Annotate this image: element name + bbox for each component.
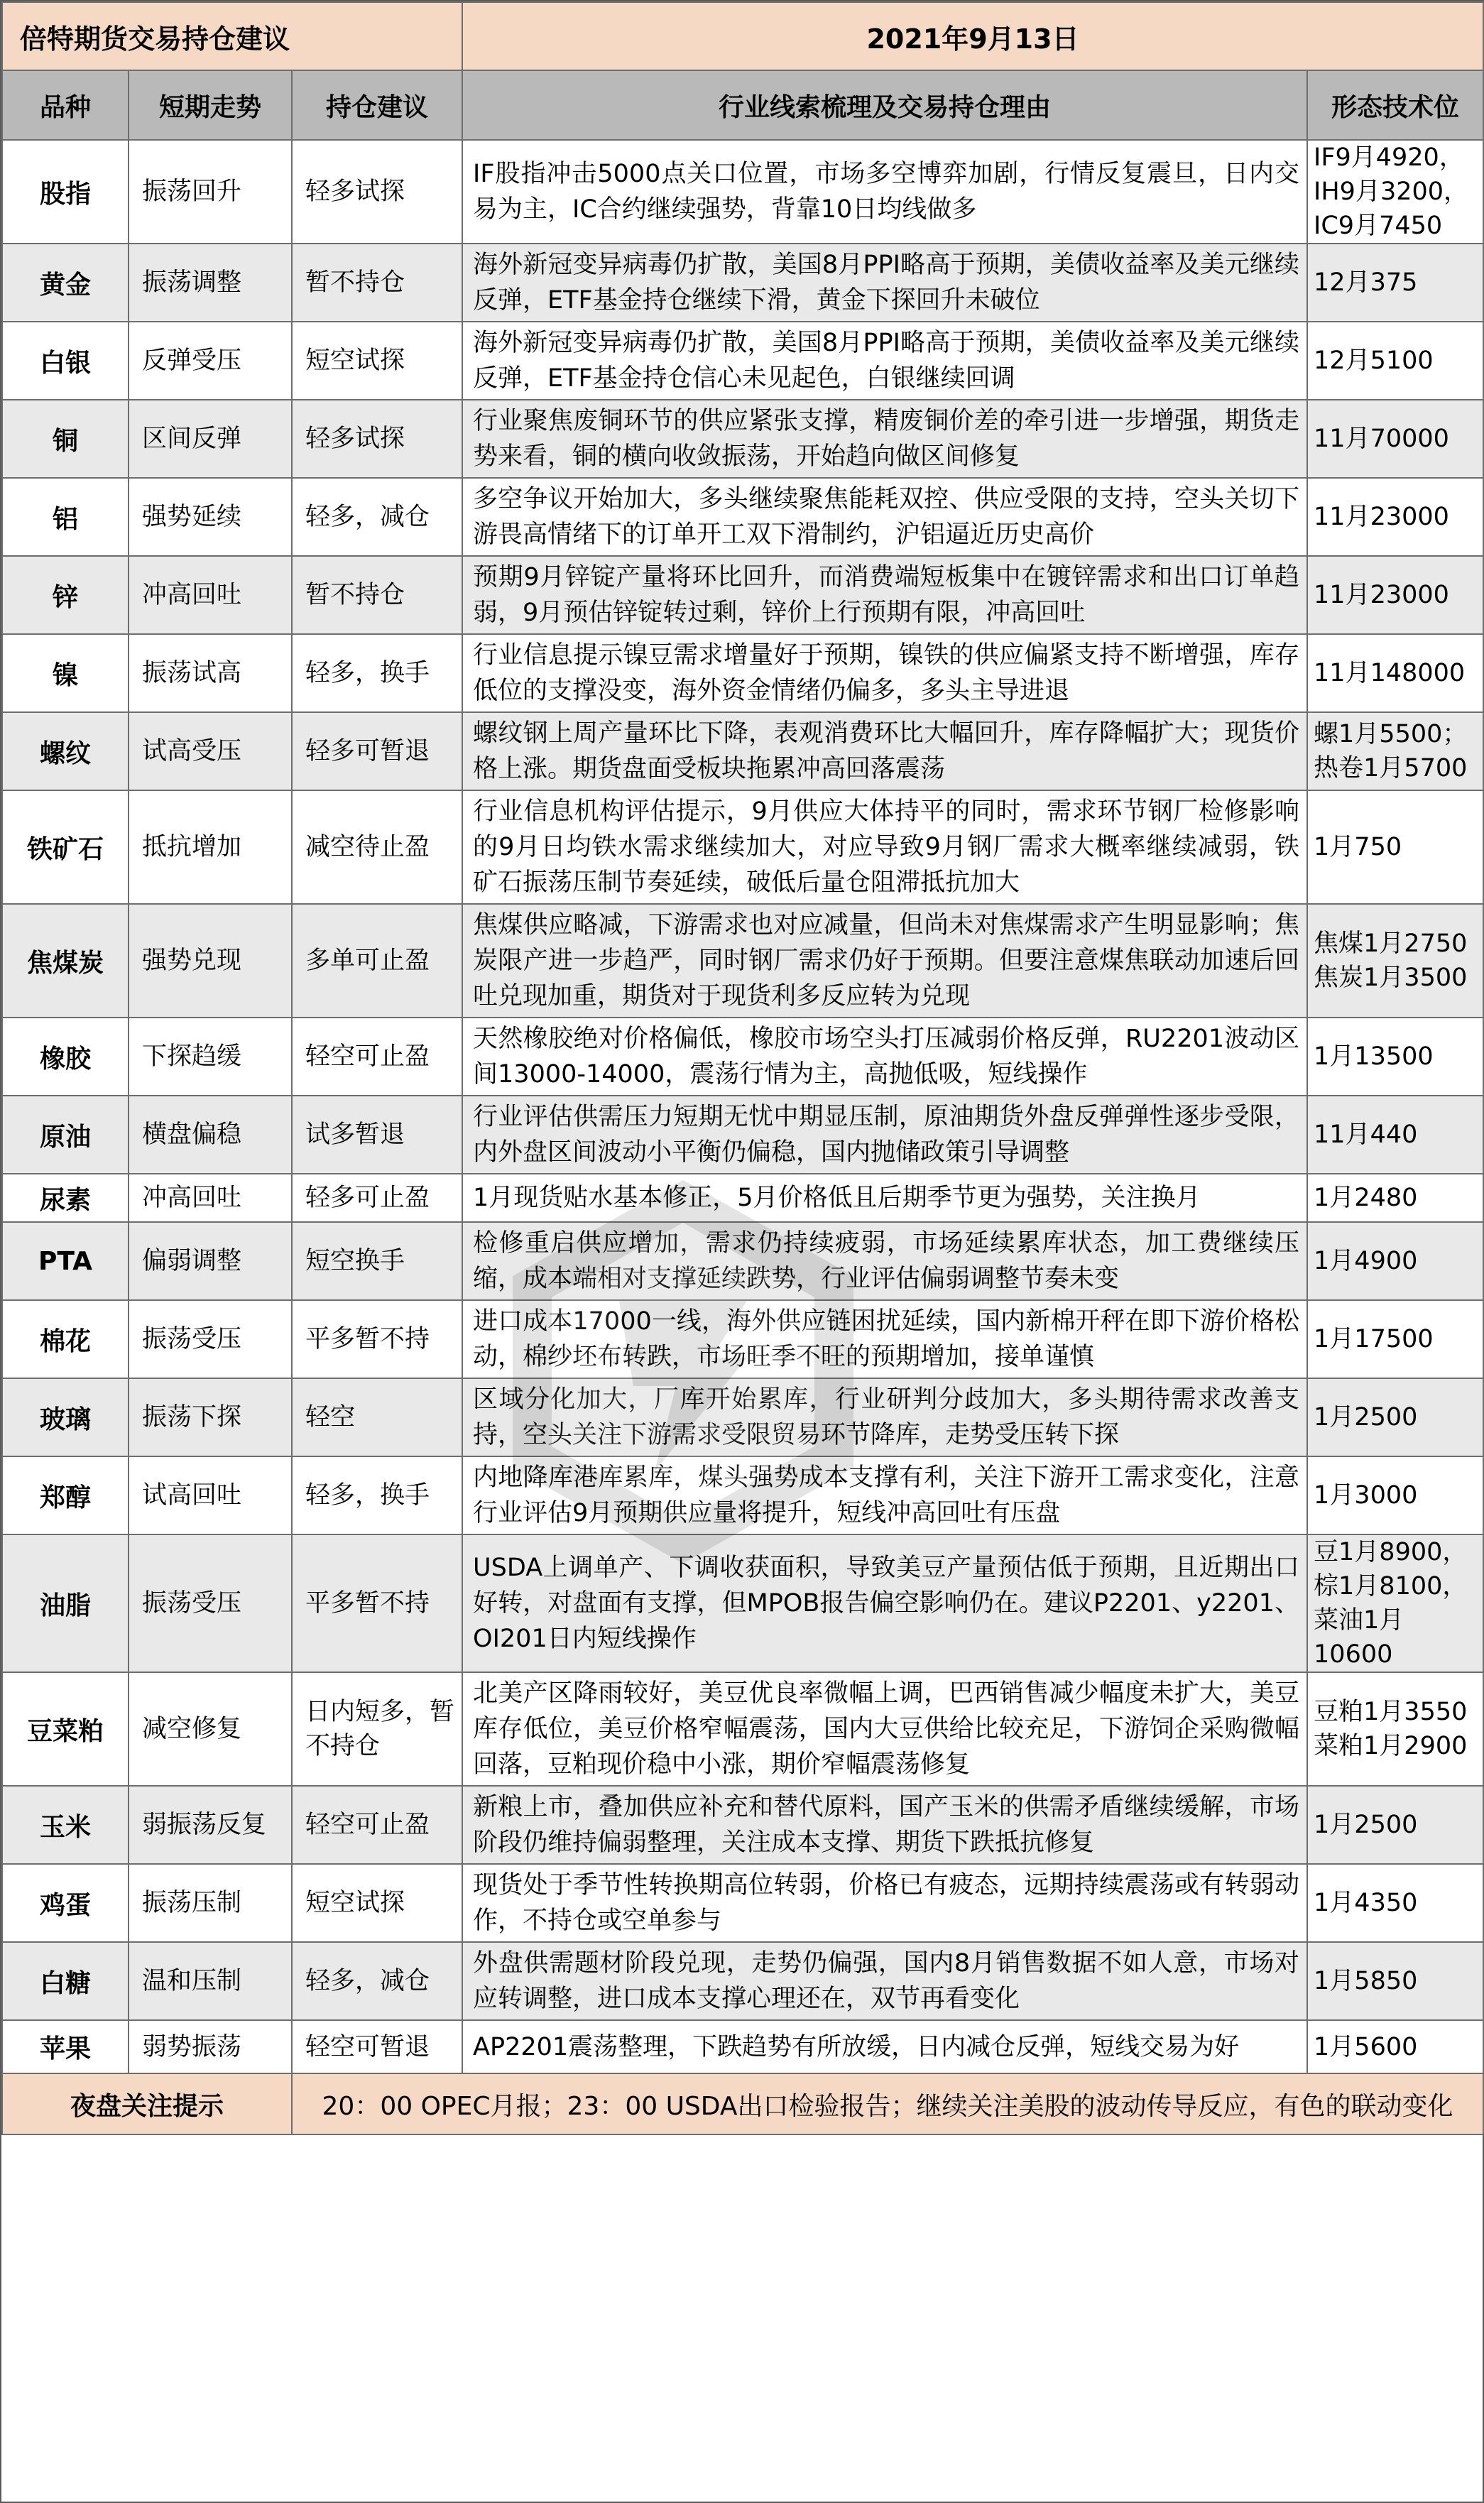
trend-cell: 弱振荡反复 <box>129 1786 292 1864</box>
tech-level-cell: 1月2480 <box>1307 1174 1483 1222</box>
reason-cell: 多空争议开始加大，多头继续聚焦能耗双控、供应受限的支持，空头关切下游畏高情绪下的订单开工双下滑制约，沪铝逼近历史高价 <box>462 478 1307 556</box>
reason-cell: 焦煤供应略减，下游需求也对应减量，但尚未对焦煤需求产生明显影响；焦炭限产进一步趋严，同时钢厂需求仍好于预期。但要注意煤焦联动加速后回吐兑现加重，期货对于现货利多反应转为兑现 <box>462 904 1307 1018</box>
trend-cell: 振荡受压 <box>129 1300 292 1378</box>
trend-cell: 偏弱调整 <box>129 1222 292 1300</box>
variety-cell: 铜 <box>2 400 129 478</box>
advice-cell: 减空待止盈 <box>292 790 462 904</box>
reason-cell: 检修重启供应增加，需求仍持续疲弱，市场延续累库状态，加工费继续压缩，成本端相对支撑延续跌势，行业评估偏弱调整节奏未变 <box>462 1222 1307 1300</box>
reason-cell: 1月现货贴水基本修正，5月价格低且后期季节更为强势，关注换月 <box>462 1174 1307 1222</box>
reason-cell: 内地降库港库累库，煤头强势成本支撑有利，关注下游开工需求变化，注意行业评估9月预期供应量将提升，短线冲高回吐有压盘 <box>462 1456 1307 1534</box>
table-row <box>2 1864 1483 1942</box>
reason-cell: 新粮上市，叠加供应补充和替代原料，国产玉米的供需矛盾继续缓解，市场阶段仍维持偏弱整理，关注成本支撑、期货下跌抵抗修复 <box>462 1786 1307 1864</box>
trend-cell: 试高回吐 <box>129 1456 292 1534</box>
advice-cell: 轻空可暂退 <box>292 2020 462 2073</box>
reason-cell: 行业聚焦废铜环节的供应紧张支撑，精废铜价差的牵引进一步增强，期货走势来看，铜的横向收敛振荡，开始趋向做区间修复 <box>462 400 1307 478</box>
tech-level-cell: 焦煤1月2750焦炭1月3500 <box>1307 904 1483 1018</box>
sheet-date: 2021年9月13日 <box>462 2 1483 70</box>
table-row <box>2 904 1483 1018</box>
tech-level-cell: 1月5600 <box>1307 2020 1483 2073</box>
header-advice: 持仓建议 <box>292 70 462 140</box>
variety-cell: 白银 <box>2 322 129 400</box>
reason-cell: 海外新冠变异病毒仍扩散，美国8月PPI略高于预期，美债收益率及美元继续反弹，ETF基金持仓信心未见起色，白银继续回调 <box>462 322 1307 400</box>
table-row <box>2 322 1483 400</box>
trend-cell: 冲高回吐 <box>129 556 292 634</box>
table-row <box>2 1534 1483 1672</box>
tech-level-cell: 11月23000 <box>1307 478 1483 556</box>
advice-cell: 短空试探 <box>292 322 462 400</box>
reason-cell: 进口成本17000一线，海外供应链困扰延续，国内新棉开秤在即下游价格松动，棉纱坯布转跌，市场旺季不旺的预期增加，接单谨慎 <box>462 1300 1307 1378</box>
table-row <box>2 244 1483 322</box>
variety-cell: 玉米 <box>2 1786 129 1864</box>
advice-table <box>1 1 1484 2135</box>
table-row <box>2 1300 1483 1378</box>
table-row <box>2 400 1483 478</box>
tech-level-cell: 1月2500 <box>1307 1378 1483 1456</box>
variety-cell: 苹果 <box>2 2020 129 2073</box>
trend-cell: 横盘偏稳 <box>129 1096 292 1174</box>
table-row <box>2 2020 1483 2073</box>
footer-label: 夜盘关注提示 <box>2 2073 292 2134</box>
tech-level-cell: 1月2500 <box>1307 1786 1483 1864</box>
variety-cell: 白糖 <box>2 1942 129 2020</box>
trend-cell: 弱势振荡 <box>129 2020 292 2073</box>
tech-level-cell: 12月5100 <box>1307 322 1483 400</box>
table-row <box>2 1222 1483 1300</box>
tech-level-cell: 11月70000 <box>1307 400 1483 478</box>
trend-cell: 减空修复 <box>129 1672 292 1786</box>
advice-cell: 轻多，减仓 <box>292 478 462 556</box>
tech-level-cell: IF9月4920，IH9月3200，IC9月7450 <box>1307 140 1483 244</box>
variety-cell: 原油 <box>2 1096 129 1174</box>
footer-row <box>2 2073 1483 2134</box>
variety-cell: 铁矿石 <box>2 790 129 904</box>
tech-level-cell: 1月750 <box>1307 790 1483 904</box>
tech-level-cell: 豆粕1月3550菜粕1月2900 <box>1307 1672 1483 1786</box>
tech-level-cell: 11月440 <box>1307 1096 1483 1174</box>
night-session-notice: 20：00 OPEC月报；23：00 USDA出口检验报告；继续关注美股的波动传导反应，有色的联动变化 <box>292 2073 1483 2134</box>
advice-cell: 轻多，减仓 <box>292 1942 462 2020</box>
title-row <box>2 2 1483 70</box>
advice-cell: 轻多试探 <box>292 400 462 478</box>
table-row <box>2 712 1483 790</box>
variety-cell: 棉花 <box>2 1300 129 1378</box>
tech-level-cell: 豆1月8900，棕1月8100，菜油1月10600 <box>1307 1534 1483 1672</box>
trend-cell: 反弹受压 <box>129 322 292 400</box>
tech-level-cell: 1月3000 <box>1307 1456 1483 1534</box>
variety-cell: PTA <box>2 1222 129 1300</box>
trend-cell: 振荡受压 <box>129 1534 292 1672</box>
variety-cell: 黄金 <box>2 244 129 322</box>
advice-cell: 轻多，换手 <box>292 634 462 712</box>
reason-cell: 北美产区降雨较好，美豆优良率微幅上调，巴西销售减少幅度未扩大，美豆库存低位，美豆价格窄幅震荡，国内大豆供给比较充足，下游饲企采购微幅回落，豆粕现价稳中小涨，期价窄幅震荡修复 <box>462 1672 1307 1786</box>
variety-cell: 玻璃 <box>2 1378 129 1456</box>
header-row <box>2 70 1483 140</box>
trend-cell: 温和压制 <box>129 1942 292 2020</box>
header-tech: 形态技术位 <box>1307 70 1483 140</box>
table-row <box>2 1018 1483 1096</box>
tech-level-cell: 11月23000 <box>1307 556 1483 634</box>
reason-cell: AP2201震荡整理，下跌趋势有所放缓，日内减仓反弹，短线交易为好 <box>462 2020 1307 2073</box>
reason-cell: 外盘供需题材阶段兑现，走势仍偏强，国内8月销售数据不如人意，市场对应转调整，进口成本支撑心理还在，双节再看变化 <box>462 1942 1307 2020</box>
table-row <box>2 556 1483 634</box>
variety-cell: 镍 <box>2 634 129 712</box>
variety-cell: 橡胶 <box>2 1018 129 1096</box>
trend-cell: 试高受压 <box>129 712 292 790</box>
trend-cell: 区间反弹 <box>129 400 292 478</box>
variety-cell: 豆菜粕 <box>2 1672 129 1786</box>
advice-cell: 轻多试探 <box>292 140 462 244</box>
variety-cell: 锌 <box>2 556 129 634</box>
tech-level-cell: 1月13500 <box>1307 1018 1483 1096</box>
trend-cell: 冲高回吐 <box>129 1174 292 1222</box>
advice-cell: 平多暂不持 <box>292 1534 462 1672</box>
advice-cell: 平多暂不持 <box>292 1300 462 1378</box>
trend-cell: 振荡下探 <box>129 1378 292 1456</box>
advice-cell: 试多暂退 <box>292 1096 462 1174</box>
variety-cell: 焦煤炭 <box>2 904 129 1018</box>
reason-cell: USDA上调单产、下调收获面积，导致美豆产量预估低于预期，且近期出口好转，对盘面有支撑，但MPOB报告偏空影响仍在。建议P2201、y2201、OI201日内短线操作 <box>462 1534 1307 1672</box>
trend-cell: 下探趋缓 <box>129 1018 292 1096</box>
tech-level-cell: 1月17500 <box>1307 1300 1483 1378</box>
variety-cell: 郑醇 <box>2 1456 129 1534</box>
tech-level-cell: 12月375 <box>1307 244 1483 322</box>
tech-level-cell: 螺1月5500；热卷1月5700 <box>1307 712 1483 790</box>
table-row <box>2 634 1483 712</box>
variety-cell: 股指 <box>2 140 129 244</box>
reason-cell: 行业评估供需压力短期无忧中期显压制，原油期货外盘反弹弹性逐步受限，内外盘区间波动小平衡仍偏稳，国内抛储政策引导调整 <box>462 1096 1307 1174</box>
table-row <box>2 140 1483 244</box>
trend-cell: 强势延续 <box>129 478 292 556</box>
table-row <box>2 1378 1483 1456</box>
trend-cell: 振荡回升 <box>129 140 292 244</box>
tech-level-cell: 1月4900 <box>1307 1222 1483 1300</box>
table-row <box>2 1096 1483 1174</box>
variety-cell: 尿素 <box>2 1174 129 1222</box>
advice-cell: 短空试探 <box>292 1864 462 1942</box>
advice-cell: 日内短多，暂不持仓 <box>292 1672 462 1786</box>
reason-cell: 天然橡胶绝对价格偏低，橡胶市场空头打压减弱价格反弹，RU2201波动区间13000-14000，震荡行情为主，高抛低吸，短线操作 <box>462 1018 1307 1096</box>
reason-cell: 行业信息提示镍豆需求增量好于预期，镍铁的供应偏紧支持不断增强，库存低位的支撑没变，海外资金情绪仍偏多，多头主导进退 <box>462 634 1307 712</box>
variety-cell: 螺纹 <box>2 712 129 790</box>
table-row <box>2 1786 1483 1864</box>
table-row <box>2 1942 1483 2020</box>
table-row <box>2 478 1483 556</box>
trend-cell: 抵抗增加 <box>129 790 292 904</box>
variety-cell: 油脂 <box>2 1534 129 1672</box>
advice-cell: 轻空 <box>292 1378 462 1456</box>
advice-cell: 多单可止盈 <box>292 904 462 1018</box>
advice-cell: 轻多可止盈 <box>292 1174 462 1222</box>
table-row <box>2 1456 1483 1534</box>
trend-cell: 强势兑现 <box>129 904 292 1018</box>
header-variety: 品种 <box>2 70 129 140</box>
advice-cell: 暂不持仓 <box>292 556 462 634</box>
tech-level-cell: 1月4350 <box>1307 1864 1483 1942</box>
trend-cell: 振荡调整 <box>129 244 292 322</box>
advice-cell: 暂不持仓 <box>292 244 462 322</box>
variety-cell: 铝 <box>2 478 129 556</box>
header-trend: 短期走势 <box>129 70 292 140</box>
trend-cell: 振荡压制 <box>129 1864 292 1942</box>
advice-cell: 轻空可止盈 <box>292 1786 462 1864</box>
advice-cell: 轻多可暂退 <box>292 712 462 790</box>
table-row <box>2 1174 1483 1222</box>
advice-cell: 轻多，换手 <box>292 1456 462 1534</box>
table-row <box>2 790 1483 904</box>
reason-cell: 区域分化加大，厂库开始累库，行业研判分歧加大，多头期待需求改善支持，空头关注下游需求受限贸易环节降库，走势受压转下探 <box>462 1378 1307 1456</box>
advice-cell: 轻空可止盈 <box>292 1018 462 1096</box>
reason-cell: 行业信息机构评估提示，9月供应大体持平的同时，需求环节钢厂检修影响的9月日均铁水需求继续加大，对应导致9月钢厂需求大概率继续减弱，铁矿石振荡压制节奏延续，破低后量仓阻滞抵抗加大 <box>462 790 1307 904</box>
reason-cell: 预期9月锌锭产量将环比回升，而消费端短板集中在镀锌需求和出口订单趋弱，9月预估锌锭转过剩，锌价上行预期有限，冲高回吐 <box>462 556 1307 634</box>
reason-cell: IF股指冲击5000点关口位置，市场多空博弈加剧，行情反复震旦，日内交易为主，IC合约继续强势，背靠10日均线做多 <box>462 140 1307 244</box>
header-reason: 行业线索梳理及交易持仓理由 <box>462 70 1307 140</box>
advice-cell: 短空换手 <box>292 1222 462 1300</box>
reason-cell: 螺纹钢上周产量环比下降，表观消费环比大幅回升，库存降幅扩大；现货价格上涨。期货盘面受板块拖累冲高回落震荡 <box>462 712 1307 790</box>
trend-cell: 振荡试高 <box>129 634 292 712</box>
reason-cell: 现货处于季节性转换期高位转弱，价格已有疲态，远期持续震荡或有转弱动作，不持仓或空单参与 <box>462 1864 1307 1942</box>
sheet-title: 倍特期货交易持仓建议 <box>2 2 462 70</box>
variety-cell: 鸡蛋 <box>2 1864 129 1942</box>
tech-level-cell: 1月5850 <box>1307 1942 1483 2020</box>
reason-cell: 海外新冠变异病毒仍扩散，美国8月PPI略高于预期，美债收益率及美元继续反弹，ETF基金持仓继续下滑，黄金下探回升未破位 <box>462 244 1307 322</box>
tech-level-cell: 11月148000 <box>1307 634 1483 712</box>
table-row <box>2 1672 1483 1786</box>
